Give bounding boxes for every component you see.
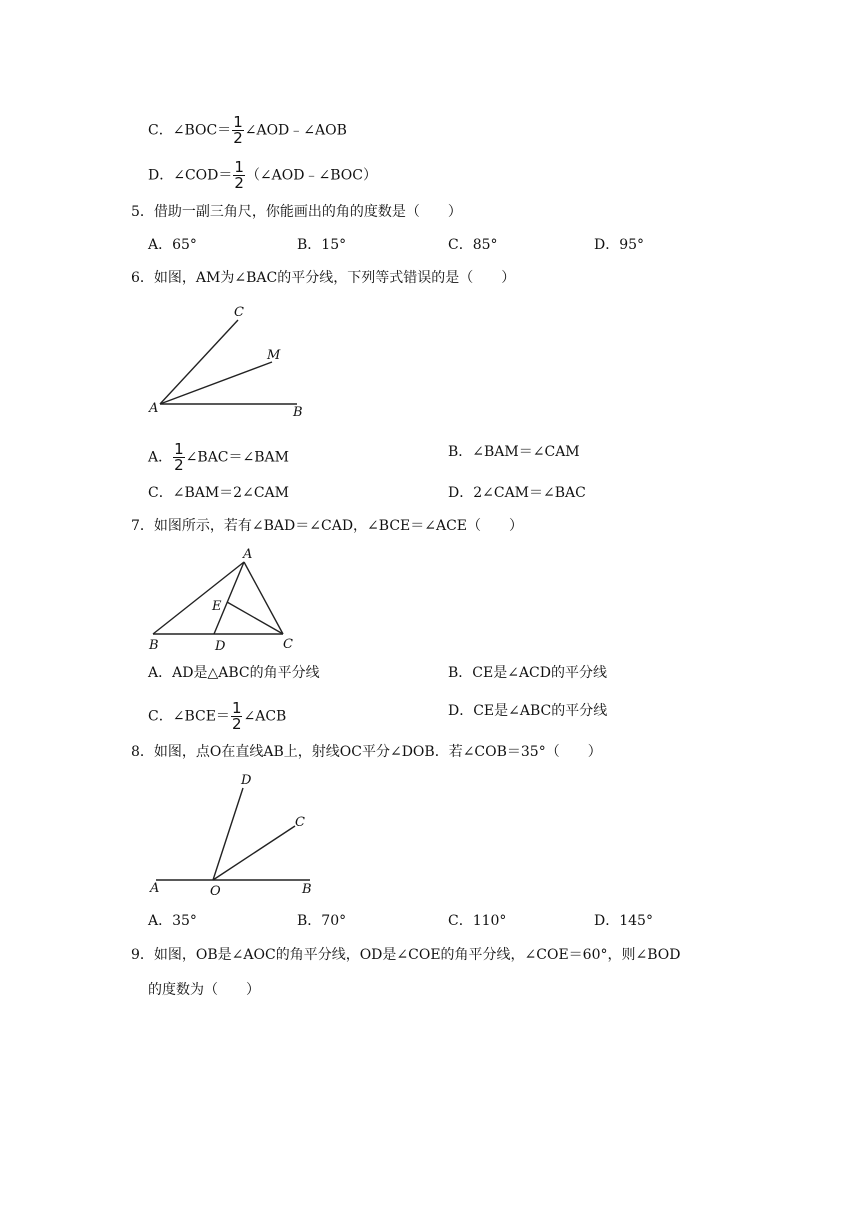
fraction-numerator: 1 [174,440,184,458]
label-e: E [212,599,222,614]
label-d: D [241,773,252,788]
q6-option-a [148,442,289,473]
label-d: D [215,639,226,654]
label-b: B [302,882,312,897]
fraction [231,701,243,732]
q8-option-b: B．70° [297,913,347,929]
q8-option-a: A．35° [148,913,197,929]
q7-option-a: A．AD是△ABC的角平分线 [148,665,320,681]
q4-option-d [148,160,377,191]
q4-option-c [148,115,347,146]
q7-option-d: D．CE是∠ABC的平分线 [448,703,608,719]
option-label: A． [148,449,173,466]
label-o: O [210,884,221,899]
q7-stem: 7．如图所示，若有∠BAD＝∠CAD，∠BCE＝∠ACE（ ） [131,518,524,534]
q5-option-b: B．15° [297,237,347,253]
expression-lhs: ∠BOC＝ [172,122,232,139]
q8-stem: 8．如图，点O在直线AB上，射线OC平分∠DOB．若∠COB＝35°（ ） [131,744,602,760]
ray-oc [213,826,295,880]
q8-figure [140,768,330,900]
q5-option-d: D．95° [594,237,645,253]
fraction-denominator: 2 [234,174,244,192]
option-label: D． [148,167,174,184]
q5-stem: 5．借助一副三角尺，你能画出的角的度数是（ ） [131,204,462,220]
label-a: A [243,547,253,562]
q6-option-b: B．∠BAM＝∠CAM [448,444,580,460]
label-c: C [283,637,293,652]
label-b: B [149,638,159,653]
expression-rhs: ∠ACB [243,708,287,725]
q9-stem-line1: 9．如图，OB是∠AOC的角平分线，OD是∠COE的角平分线，∠COE＝60°，则∠BOD [131,947,681,963]
segment-ad [214,562,244,634]
label-c: C [295,815,305,830]
fraction-numerator: 1 [234,158,244,176]
fraction [232,115,244,146]
label-b: B [293,405,303,420]
q7-option-b: B．CE是∠ACD的平分线 [448,665,607,681]
q9-stem-line2: 的度数为（ ） [148,982,260,998]
fraction [173,442,185,473]
fraction [233,160,245,191]
expression-rhs: ∠AOD﹣∠AOB [244,122,347,139]
q8-option-c: C．110° [448,913,507,929]
label-c: C [234,305,244,320]
q6-stem: 6．如图，AM为∠BAC的平分线，下列等式错误的是（ ） [131,270,516,286]
side-ab [153,562,244,634]
expression-rhs: ∠BAC＝∠BAM [185,449,289,466]
fraction-numerator: 1 [233,113,243,131]
q6-option-c: C．∠BAM＝2∠CAM [148,485,289,501]
option-label: C． [148,122,173,139]
ray-am [160,362,272,404]
q5-option-c: C．85° [448,237,498,253]
expression-rhs: （∠AOD﹣∠BOC） [245,167,377,184]
label-m: M [267,348,281,363]
fraction-denominator: 2 [231,715,242,733]
expression-lhs: ∠BCE＝ [172,708,230,725]
fraction-denominator: 2 [233,129,243,147]
fraction-denominator: 2 [174,456,184,474]
q7-figure [140,542,320,657]
label-a: A [149,401,159,416]
label-a: A [150,881,160,896]
option-label: C． [148,708,173,725]
ray-ac [160,320,238,404]
q6-option-d: D．2∠CAM＝∠BAC [448,485,586,501]
expression-lhs: ∠COD＝ [173,167,233,184]
q8-option-d: D．145° [594,913,653,929]
q7-option-c [148,701,286,732]
ray-od [213,788,243,880]
q6-figure [140,298,320,423]
fraction-numerator: 1 [231,699,242,717]
q5-option-a: A．65° [148,237,197,253]
